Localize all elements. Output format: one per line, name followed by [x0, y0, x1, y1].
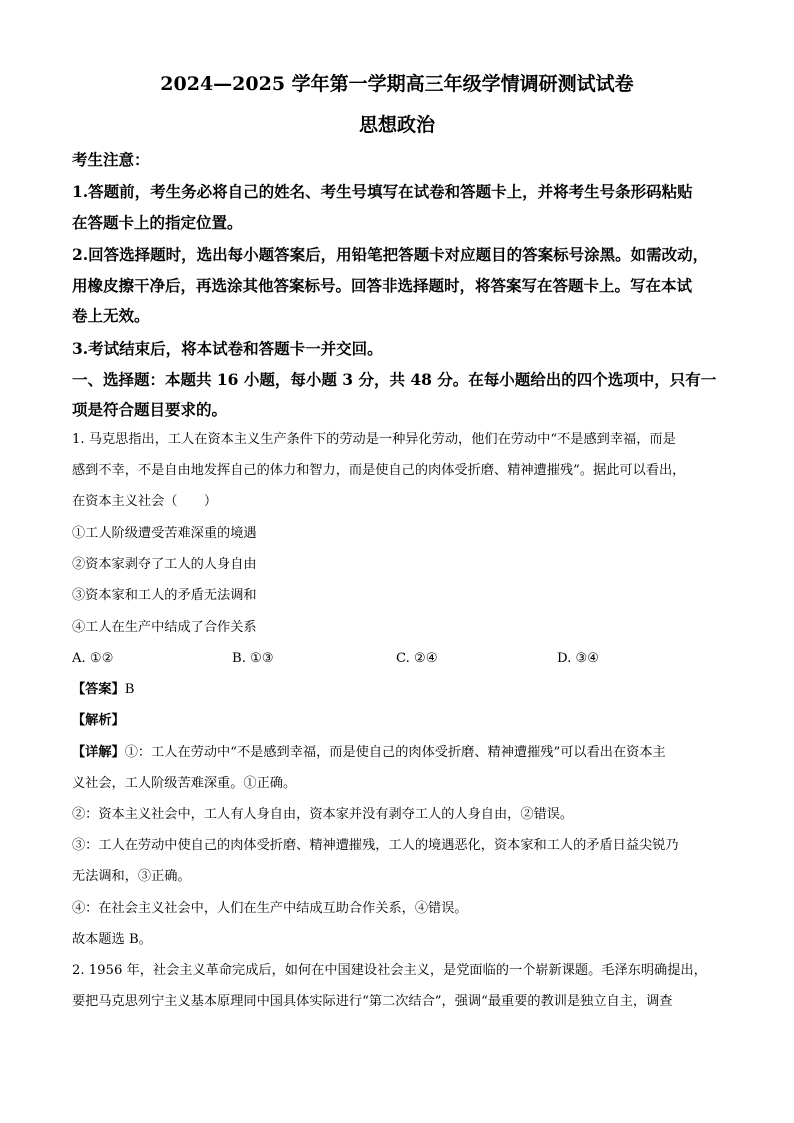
- q1-option-a: A. ①②: [72, 651, 114, 666]
- q1-stem-line: 感到不幸，不是自由地发挥自己的体力和智力，而是使自己的肉体受折磨、精神遭摧残”。据此可以看出，: [72, 463, 686, 478]
- q1-statement: ④工人在生产中结成了合作关系: [72, 620, 257, 635]
- q1-answer: [72, 680, 724, 700]
- q1-analysis-heading: [72, 711, 724, 731]
- q1-detail-line: 义社会，工人阶级苦难深重。①正确。: [72, 776, 297, 791]
- q1-statement: ②资本家剥夺了工人的人身自由: [72, 557, 257, 572]
- notice-line: 2.回答选择题时，选出每小题答案后，用铅笔把答题卡对应题目的答案标号涂黑。如需改动，: [72, 245, 709, 264]
- q1-detail-line: ④：在社会主义社会中，人们在生产中结成互助合作关系，④错误。: [72, 901, 468, 916]
- notice-heading: 考生注意：: [72, 150, 150, 169]
- detail-text: ①：工人在劳动中“不是感到幸福，而是使自己的肉体受折磨、精神遭摧残”可以看出在资本主: [124, 745, 666, 760]
- q1-stem-line: 在资本主义社会（ ）: [72, 494, 218, 509]
- q1-stem-line: 1. 马克思指出，工人在资本主义生产条件下的劳动是一种异化劳动，他们在劳动中“不是感到幸福，而是: [72, 432, 676, 447]
- notice-line: 1.答题前，考生务必将自己的姓名、考生号填写在试卷和答题卡上，并将考生号条形码粘贴: [72, 182, 693, 201]
- q1-detail-line: 无法调和，③正确。: [72, 869, 191, 884]
- q1-statement: ①工人阶级遭受苦难深重的境遇: [72, 526, 257, 541]
- q1-detail-line: ③：工人在劳动中使自己的肉体受折磨、精神遭摧残，工人的境遇恶化，资本家和工人的矛盾日益尖锐乃: [72, 838, 679, 853]
- notice-line: 3.考试结束后，将本试卷和答题卡一并交回。: [72, 339, 383, 358]
- subject-title: 思想政治: [358, 114, 435, 136]
- notice-line: 在答题卡上的指定位置。: [72, 213, 243, 232]
- section-heading-cont: 项是符合题目要求的。: [72, 400, 228, 419]
- answer-value: B: [124, 682, 135, 697]
- notice-line: 卷上无效。: [72, 306, 150, 325]
- answer-tag: 【答案】: [72, 682, 125, 697]
- q1-detail-line: ②：资本主义社会中，工人有人身自由，资本家并没有剥夺工人的人身自由，②错误。: [72, 807, 574, 822]
- q2-stem-line: 2. 1956 年，社会主义革命完成后，如何在中国建设社会主义，是党面临的一个崭新课题。毛泽东明确提出，: [72, 963, 707, 978]
- q1-conclusion: 故本题选 B。: [72, 932, 152, 947]
- analysis-tag: 【解析】: [72, 713, 125, 728]
- q1-option-d: D. ③④: [557, 651, 600, 666]
- notice-line: 用橡皮擦干净后，再选涂其他答案标号。回答非选择题时，将答案写在答题卡上。写在本试: [72, 276, 693, 295]
- q1-detail-line: [72, 743, 724, 763]
- section-heading: 一、选择题：本题共 16 小题，每小题 3 分，共 48 分。在每小题给出的四个选项中，只有一: [72, 370, 717, 389]
- detail-tag: 【详解】: [72, 745, 125, 760]
- q1-option-c: C. ②④: [396, 651, 438, 666]
- q1-option-b: B. ①③: [232, 651, 274, 666]
- q1-statement: ③资本家和工人的矛盾无法调和: [72, 588, 257, 603]
- q2-stem-line: 要把马克思列宁主义基本原理同中国具体实际进行“第二次结合”，强调“最重要的教训是独立自主，调查: [72, 994, 673, 1009]
- exam-title: 2024—2025 学年第一学期高三年级学情调研测试试卷: [160, 73, 634, 95]
